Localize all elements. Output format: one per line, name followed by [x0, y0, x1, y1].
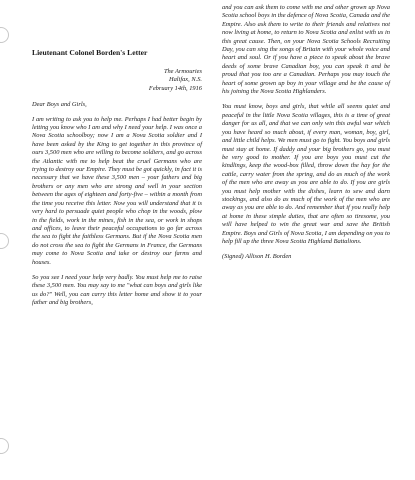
- letter-title: Lieutenant Colonel Borden's Letter: [32, 48, 148, 57]
- punch-hole: [0, 233, 9, 249]
- dateline: [32, 68, 202, 93]
- letter-paragraph: and you can ask them to come with me and other grown up Nova Scotia school boys in the defence of Nova Scotia, Canada and the Empire. Also ask them to write to their friends and relatives not now living at home, to return to Nova Scotia and enlist with us in this great cause. Then, on your Nova Scotia Schools Recruiting Day, you can sing the songs of Britain with your whole voice and heart and soul. Or if you have a piece to speak about the brave deeds of some brave Canadian boy, you can speak it and be proud that you too are a Canadian. Perhaps you may touch the heart of some grown up boy in your village and be the cause of his joining the Nova Scotia Highlanders.: [222, 4, 390, 96]
- dateline-place: The Armouries: [163, 68, 202, 75]
- signature-name: Allison H. Borden: [245, 253, 292, 261]
- letter-paragraph: I am writing to ask you to help me. Perhaps I had better begin by letting you know who I am and why I need your help. I was once a Nova Scotia schoolboy; now I am a Nova Scotia soldier and I have been asked by the King to get together in this province of ours 3,500 men who are willing to become soldiers, and go across the Atlantic with me to help beat the cruel Germans who are trying to destroy our Empire. They must be got quickly, in fact it is necessary that we have these 3,500 men – your fathers and big brothers or any men who are strong and well in your section between the ages of eighteen and forty-five – within a month from the time you receive this letter. Now you will understand that it is very hard to persuade quiet people who chop in the woods, plow in the fields, work in the mines, fish in the sea, or work in shops and offices, to leave their peaceful occupations to go far across the sea to fight the faithless Germans. But if the Nova Scotia men do not cross the sea to fight the Germans in France, the Germans may come to Nova Scotia and take or destroy our farms and houses.: [32, 115, 202, 266]
- letter-paragraph: So you see I need your help very badly. You must help me to raise these 3,500 men. You may say to me "what can boys and girls like us do?" Well, you can carry this letter home and show it to your father and big brothers,: [32, 273, 202, 307]
- signature-label: (Signed): [222, 253, 244, 261]
- dateline-city: Halifax, N.S.: [168, 76, 202, 84]
- right-column: [222, 4, 390, 269]
- letter-paragraph: You must know, boys and girls, that while all seems quiet and peaceful in the little Nova Scotia villages, this is a time of great danger for us all, and that we can only win this awful war which you have heard so much about, if every man, woman, boy, girl, and little child helps. We men must go to fight. You boys and girls must stay at home. If daddy and your big brothers go, you must be very good to mother. If you are boys you must cut the kindlings, keep the wood-box filled, throw down the hay for the cattle, carry water from the spring, and do as much of the work of the men who are away as you are able to do. If you are girls you must help mother with the dishes, learn to sew and darn stockings, and also do as much of the work of the men who are away as you are able to do. And remember that if you really help at home in these simple duties, that are often so tiresome, you will have helped to win the great war and save the British Empire. Boys and Girls of Nova Scotia, I am depending on you to help fill up the three Nova Scotia Highland Battalions.: [222, 103, 390, 245]
- left-column: [32, 48, 202, 315]
- punch-hole: [0, 438, 9, 454]
- dateline-date: February 14th, 1916: [148, 84, 202, 92]
- punch-hole: [0, 27, 9, 43]
- salutation: Dear Boys and Girls,: [32, 101, 87, 109]
- signature: [222, 253, 390, 261]
